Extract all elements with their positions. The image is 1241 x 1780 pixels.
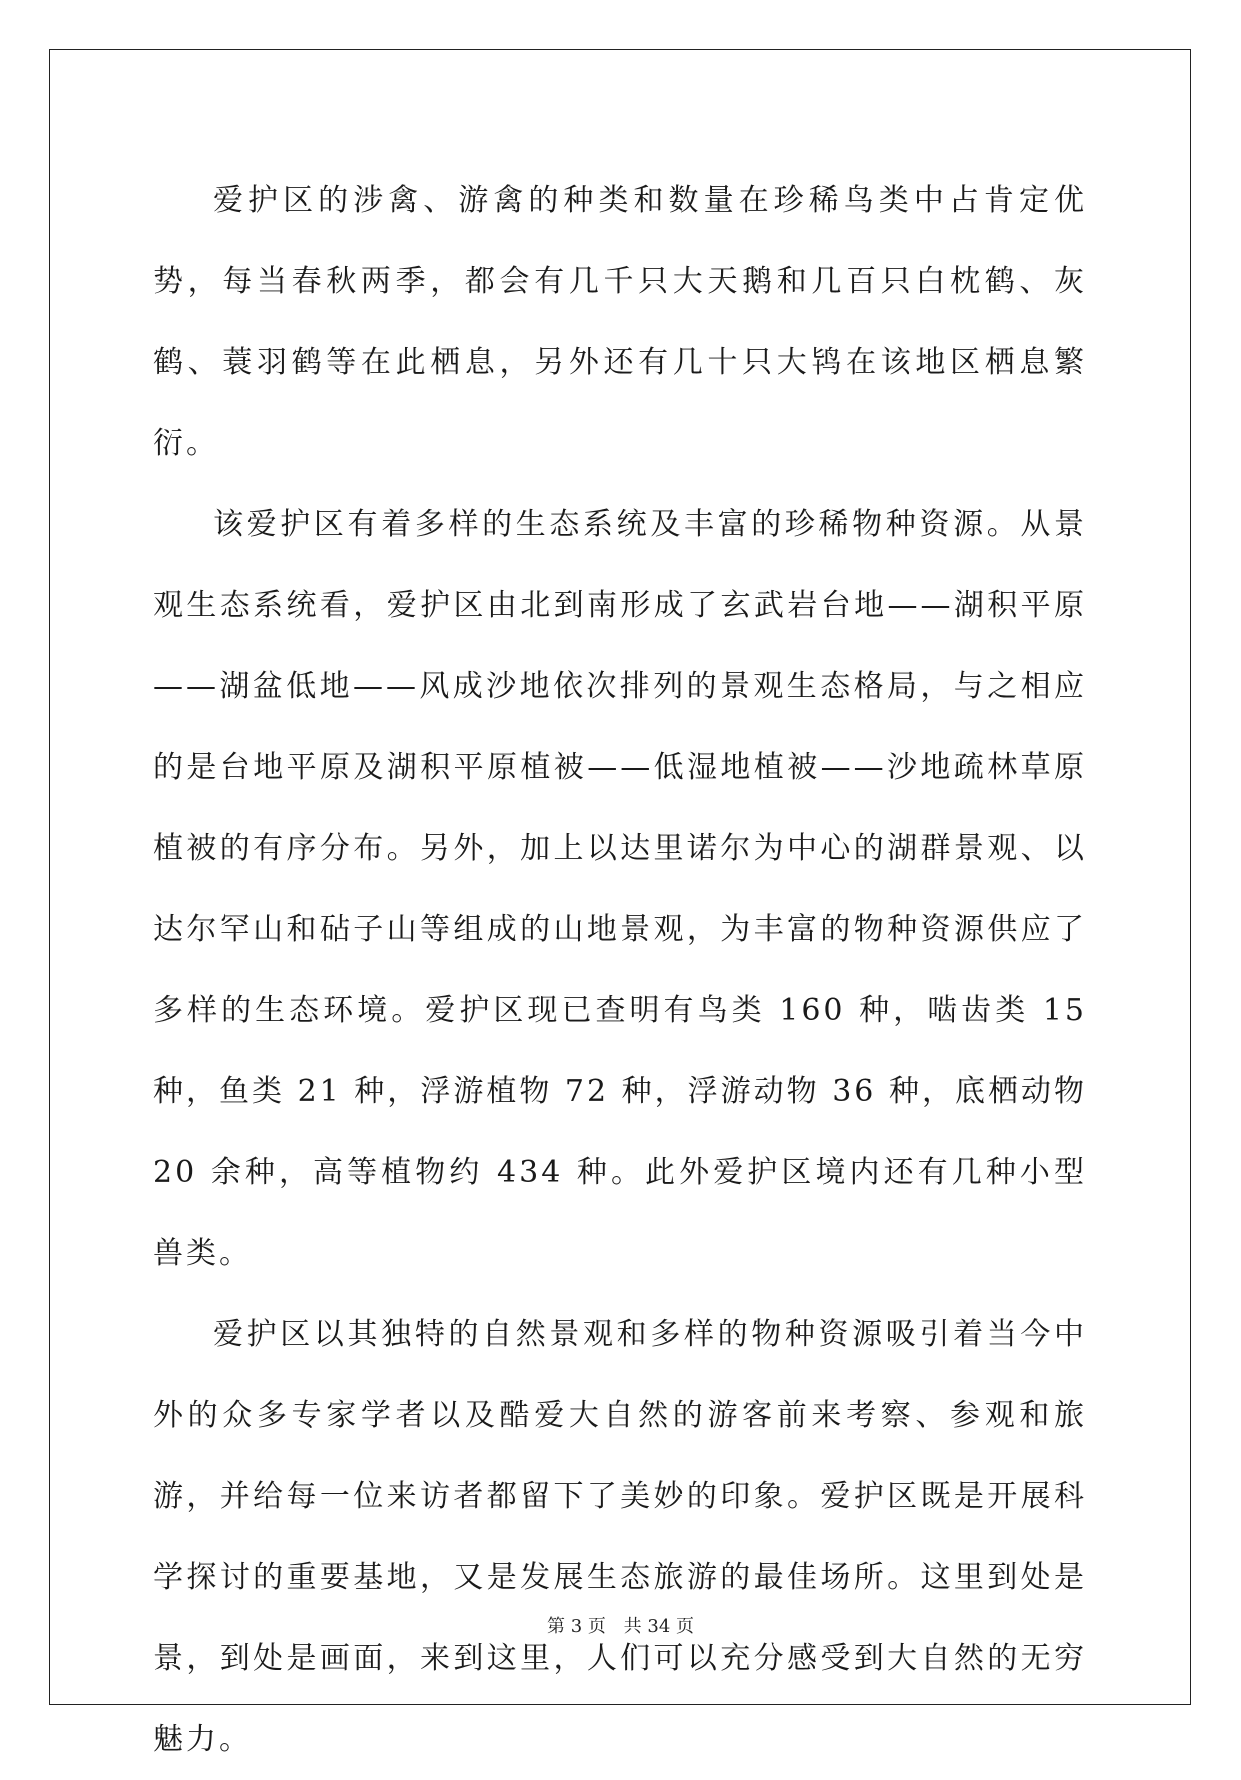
paragraph-1: 爱护区的涉禽、游禽的种类和数量在珍稀鸟类中占肯定优势，每当春秋两季，都会有几千只大天鹅和几百只白枕鹤、灰鹤、蓑羽鹤等在此栖息，另外还有几十只大鸨在该地区栖息繁衍。 [153, 183, 1087, 461]
paragraph-2: 该爱护区有着多样的生态系统及丰富的珍稀物种资源。从景观生态系统看，爱护区由北到南形成了玄武岩台地——湖积平原——湖盆低地——风成沙地依次排列的景观生态格局，与之相应的是台地平原及湖积平原植被——低湿地植被——沙地疏林草原植被的有序分布。另外，加上以达里诺尔为中心的湖群景观、以达尔罕山和砧子山等组成的山地景观，为丰富的物种资源供应了多样的生态环境。爱护区现已查明有鸟类 160 种，啮齿类 15 种，鱼类 21 种，浮游植物 72 种，浮游动物 36 种，底栖动物 20 余种，高等植物约 434 种。此外爱护区境内还有几种小型兽类。 [153, 507, 1087, 1271]
paragraph-3: 爱护区以其独特的自然景观和多样的物种资源吸引着当今中外的众多专家学者以及酷爱大自然的游客前来考察、参观和旅游，并给每一位来访者都留下了美妙的印象。爱护区既是开展科学探讨的重要基地，又是发展生态旅游的最佳场所。这里到处是景，到处是画面，来到这里，人们可以充分感受到大自然的无穷魅力。 [153, 1317, 1087, 1757]
page-footer [0, 1612, 1241, 1638]
page-number-current: 第 3 页 [547, 1616, 606, 1637]
document-body [153, 160, 1087, 1780]
page-number-total: 共 34 页 [623, 1616, 694, 1637]
